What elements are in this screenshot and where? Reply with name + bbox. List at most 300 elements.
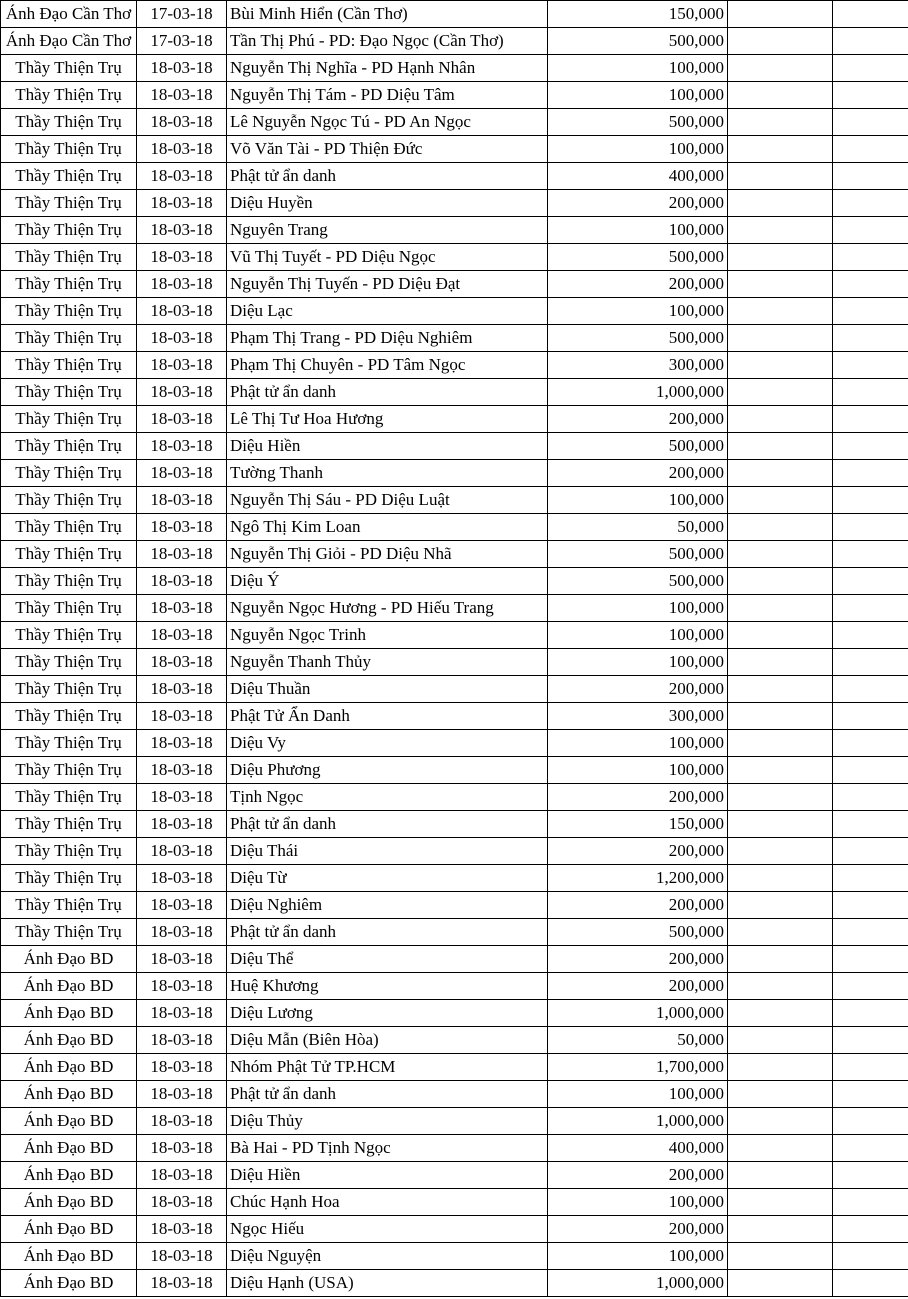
amount-cell[interactable]: 100,000	[548, 622, 728, 649]
donor-name-cell[interactable]: Diệu Thủy	[227, 1108, 548, 1135]
empty-cell[interactable]	[728, 433, 833, 460]
source-cell[interactable]: Thầy Thiện Trụ	[1, 649, 137, 676]
amount-cell[interactable]: 300,000	[548, 352, 728, 379]
date-cell[interactable]: 18-03-18	[137, 406, 227, 433]
date-cell[interactable]: 18-03-18	[137, 190, 227, 217]
date-cell[interactable]: 18-03-18	[137, 784, 227, 811]
amount-cell[interactable]: 50,000	[548, 1027, 728, 1054]
empty-cell[interactable]	[833, 1000, 908, 1027]
empty-cell[interactable]	[833, 109, 908, 136]
empty-cell[interactable]	[833, 379, 908, 406]
table-row	[1, 865, 908, 892]
date-cell[interactable]: 18-03-18	[137, 487, 227, 514]
empty-cell[interactable]	[728, 541, 833, 568]
source-cell[interactable]: Ánh Đạo BD	[1, 1081, 137, 1108]
empty-cell[interactable]	[728, 298, 833, 325]
empty-cell[interactable]	[833, 568, 908, 595]
source-cell[interactable]: Ánh Đạo BD	[1, 1135, 137, 1162]
source-cell[interactable]: Thầy Thiện Trụ	[1, 595, 137, 622]
empty-cell[interactable]	[833, 865, 908, 892]
donor-name-cell[interactable]: Tần Thị Phú - PD: Đạo Ngọc (Cần Thơ)	[227, 28, 548, 55]
amount-cell[interactable]: 500,000	[548, 919, 728, 946]
source-cell[interactable]: Ánh Đạo BD	[1, 1162, 137, 1189]
date-cell[interactable]: 18-03-18	[137, 1270, 227, 1297]
date-cell[interactable]: 18-03-18	[137, 541, 227, 568]
empty-cell[interactable]	[728, 379, 833, 406]
date-cell[interactable]: 18-03-18	[137, 244, 227, 271]
empty-cell[interactable]	[728, 1027, 833, 1054]
amount-cell[interactable]: 100,000	[548, 757, 728, 784]
source-cell[interactable]: Thầy Thiện Trụ	[1, 352, 137, 379]
empty-cell[interactable]	[833, 28, 908, 55]
donor-name-cell[interactable]: Phật tử ẩn danh	[227, 1081, 548, 1108]
date-cell[interactable]: 18-03-18	[137, 730, 227, 757]
source-cell[interactable]: Thầy Thiện Trụ	[1, 433, 137, 460]
donor-name-cell[interactable]: Diệu Thái	[227, 838, 548, 865]
source-cell[interactable]: Thầy Thiện Trụ	[1, 82, 137, 109]
source-cell[interactable]: Thầy Thiện Trụ	[1, 784, 137, 811]
donor-name-cell[interactable]: Phật tử ẩn danh	[227, 379, 548, 406]
amount-cell[interactable]: 100,000	[548, 1189, 728, 1216]
empty-cell[interactable]	[728, 244, 833, 271]
empty-cell[interactable]	[833, 1027, 908, 1054]
amount-cell[interactable]: 200,000	[548, 784, 728, 811]
table-row	[1, 595, 908, 622]
date-cell[interactable]: 18-03-18	[137, 811, 227, 838]
amount-cell[interactable]: 100,000	[548, 649, 728, 676]
source-cell[interactable]: Thầy Thiện Trụ	[1, 838, 137, 865]
empty-cell[interactable]	[728, 811, 833, 838]
empty-cell[interactable]	[833, 271, 908, 298]
source-cell[interactable]: Thầy Thiện Trụ	[1, 919, 137, 946]
donor-name-cell[interactable]: Phật tử ẩn danh	[227, 811, 548, 838]
amount-cell[interactable]: 200,000	[548, 973, 728, 1000]
amount-cell[interactable]: 1,000,000	[548, 1000, 728, 1027]
empty-cell[interactable]	[728, 55, 833, 82]
source-cell[interactable]: Thầy Thiện Trụ	[1, 136, 137, 163]
source-cell[interactable]: Thầy Thiện Trụ	[1, 676, 137, 703]
empty-cell[interactable]	[728, 1081, 833, 1108]
date-cell[interactable]: 18-03-18	[137, 217, 227, 244]
date-cell[interactable]: 18-03-18	[137, 973, 227, 1000]
empty-cell[interactable]	[728, 838, 833, 865]
empty-cell[interactable]	[833, 82, 908, 109]
date-cell[interactable]: 18-03-18	[137, 379, 227, 406]
source-cell[interactable]: Thầy Thiện Trụ	[1, 892, 137, 919]
source-cell[interactable]: Ánh Đạo BD	[1, 1243, 137, 1270]
donor-name-cell[interactable]: Diệu Lương	[227, 1000, 548, 1027]
empty-cell[interactable]	[728, 946, 833, 973]
empty-cell[interactable]	[728, 757, 833, 784]
table-row	[1, 190, 908, 217]
amount-cell[interactable]: 1,700,000	[548, 1054, 728, 1081]
empty-cell[interactable]	[728, 568, 833, 595]
table-row	[1, 1027, 908, 1054]
empty-cell[interactable]	[728, 1108, 833, 1135]
empty-cell[interactable]	[833, 1243, 908, 1270]
empty-cell[interactable]	[728, 1054, 833, 1081]
source-cell[interactable]: Thầy Thiện Trụ	[1, 460, 137, 487]
source-cell[interactable]: Thầy Thiện Trụ	[1, 757, 137, 784]
date-cell[interactable]: 18-03-18	[137, 1216, 227, 1243]
source-cell[interactable]: Thầy Thiện Trụ	[1, 190, 137, 217]
empty-cell[interactable]	[833, 55, 908, 82]
donor-name-cell[interactable]: Diệu Ý	[227, 568, 548, 595]
amount-cell[interactable]: 500,000	[548, 433, 728, 460]
empty-cell[interactable]	[728, 1243, 833, 1270]
empty-cell[interactable]	[833, 811, 908, 838]
empty-cell[interactable]	[833, 298, 908, 325]
empty-cell[interactable]	[728, 325, 833, 352]
donor-name-cell[interactable]: Phật tử ẩn danh	[227, 163, 548, 190]
amount-cell[interactable]: 100,000	[548, 55, 728, 82]
date-cell[interactable]: 18-03-18	[137, 325, 227, 352]
table-row	[1, 352, 908, 379]
source-cell[interactable]: Thầy Thiện Trụ	[1, 487, 137, 514]
empty-cell[interactable]	[728, 919, 833, 946]
donor-name-cell[interactable]: Nguyên Trang	[227, 217, 548, 244]
empty-cell[interactable]	[728, 136, 833, 163]
empty-cell[interactable]	[833, 325, 908, 352]
empty-cell[interactable]	[728, 1270, 833, 1297]
source-cell[interactable]: Thầy Thiện Trụ	[1, 406, 137, 433]
empty-cell[interactable]	[833, 136, 908, 163]
source-cell[interactable]: Thầy Thiện Trụ	[1, 109, 137, 136]
donor-name-cell[interactable]: Phạm Thị Trang - PD Diệu Nghiêm	[227, 325, 548, 352]
empty-cell[interactable]	[728, 730, 833, 757]
table-row	[1, 946, 908, 973]
donor-name-cell[interactable]: Ngọc Hiếu	[227, 1216, 548, 1243]
source-cell[interactable]: Thầy Thiện Trụ	[1, 325, 137, 352]
source-cell[interactable]: Thầy Thiện Trụ	[1, 541, 137, 568]
source-cell[interactable]: Thầy Thiện Trụ	[1, 379, 137, 406]
empty-cell[interactable]	[833, 352, 908, 379]
amount-cell[interactable]: 100,000	[548, 136, 728, 163]
amount-cell[interactable]: 1,000,000	[548, 1108, 728, 1135]
date-cell[interactable]: 18-03-18	[137, 946, 227, 973]
empty-cell[interactable]	[728, 865, 833, 892]
donor-name-cell[interactable]: Phật tử ẩn danh	[227, 919, 548, 946]
source-cell[interactable]: Thầy Thiện Trụ	[1, 271, 137, 298]
empty-cell[interactable]	[728, 352, 833, 379]
source-cell[interactable]: Ánh Đạo Cần Thơ	[1, 28, 137, 55]
empty-cell[interactable]	[728, 784, 833, 811]
donor-name-cell[interactable]: Nguyễn Thị Tuyến - PD Diệu Đạt	[227, 271, 548, 298]
amount-cell[interactable]: 500,000	[548, 541, 728, 568]
amount-cell[interactable]: 200,000	[548, 190, 728, 217]
donor-name-cell[interactable]: Vũ Thị Tuyết - PD Diệu Ngọc	[227, 244, 548, 271]
source-cell[interactable]: Thầy Thiện Trụ	[1, 55, 137, 82]
empty-cell[interactable]	[833, 190, 908, 217]
date-cell[interactable]: 18-03-18	[137, 757, 227, 784]
date-cell[interactable]: 18-03-18	[137, 1108, 227, 1135]
amount-cell[interactable]: 500,000	[548, 28, 728, 55]
amount-cell[interactable]: 1,200,000	[548, 865, 728, 892]
empty-cell[interactable]	[728, 649, 833, 676]
source-cell[interactable]: Ánh Đạo BD	[1, 1216, 137, 1243]
source-cell[interactable]: Ánh Đạo BD	[1, 1108, 137, 1135]
donor-name-cell[interactable]: Phật Tử Ẩn Danh	[227, 703, 548, 730]
date-cell[interactable]: 18-03-18	[137, 136, 227, 163]
empty-cell[interactable]	[833, 1108, 908, 1135]
donor-name-cell[interactable]: Diệu Nghiêm	[227, 892, 548, 919]
empty-cell[interactable]	[833, 676, 908, 703]
empty-cell[interactable]	[728, 892, 833, 919]
date-cell[interactable]: 18-03-18	[137, 865, 227, 892]
amount-cell[interactable]: 200,000	[548, 892, 728, 919]
empty-cell[interactable]	[728, 703, 833, 730]
source-cell[interactable]: Thầy Thiện Trụ	[1, 568, 137, 595]
amount-cell[interactable]: 200,000	[548, 676, 728, 703]
amount-cell[interactable]: 150,000	[548, 811, 728, 838]
donor-name-cell[interactable]: Diệu Thể	[227, 946, 548, 973]
date-cell[interactable]: 18-03-18	[137, 352, 227, 379]
date-cell[interactable]: 18-03-18	[137, 298, 227, 325]
empty-cell[interactable]	[833, 1216, 908, 1243]
empty-cell[interactable]	[728, 460, 833, 487]
source-cell[interactable]: Ánh Đạo BD	[1, 1000, 137, 1027]
donor-name-cell[interactable]: Diệu Nguyện	[227, 1243, 548, 1270]
amount-cell[interactable]: 100,000	[548, 82, 728, 109]
empty-cell[interactable]	[728, 406, 833, 433]
amount-cell[interactable]: 1,000,000	[548, 1270, 728, 1297]
amount-cell[interactable]: 200,000	[548, 1216, 728, 1243]
source-cell[interactable]: Thầy Thiện Trụ	[1, 730, 137, 757]
donor-name-cell[interactable]: Nguyễn Thị Nghĩa - PD Hạnh Nhân	[227, 55, 548, 82]
date-cell[interactable]: 18-03-18	[137, 1081, 227, 1108]
amount-cell[interactable]: 200,000	[548, 1162, 728, 1189]
empty-cell[interactable]	[728, 109, 833, 136]
amount-cell[interactable]: 400,000	[548, 163, 728, 190]
amount-cell[interactable]: 200,000	[548, 406, 728, 433]
date-cell[interactable]: 18-03-18	[137, 514, 227, 541]
empty-cell[interactable]	[833, 595, 908, 622]
amount-cell[interactable]: 1,000,000	[548, 379, 728, 406]
amount-cell[interactable]: 500,000	[548, 109, 728, 136]
date-cell[interactable]: 18-03-18	[137, 595, 227, 622]
empty-cell[interactable]	[728, 973, 833, 1000]
donor-name-cell[interactable]: Ngô Thị Kim Loan	[227, 514, 548, 541]
date-cell[interactable]: 18-03-18	[137, 1027, 227, 1054]
source-cell[interactable]: Thầy Thiện Trụ	[1, 244, 137, 271]
empty-cell[interactable]	[833, 757, 908, 784]
source-cell[interactable]: Ánh Đạo Cần Thơ	[1, 1, 137, 28]
empty-cell[interactable]	[833, 1135, 908, 1162]
empty-cell[interactable]	[728, 82, 833, 109]
date-cell[interactable]: 18-03-18	[137, 1243, 227, 1270]
date-cell[interactable]: 18-03-18	[137, 568, 227, 595]
source-cell[interactable]: Ánh Đạo BD	[1, 1189, 137, 1216]
empty-cell[interactable]	[833, 541, 908, 568]
amount-cell[interactable]: 100,000	[548, 217, 728, 244]
donor-name-cell[interactable]: Diệu Hiền	[227, 433, 548, 460]
donor-name-cell[interactable]: Tịnh Ngọc	[227, 784, 548, 811]
amount-cell[interactable]: 100,000	[548, 1081, 728, 1108]
source-cell[interactable]: Ánh Đạo BD	[1, 1054, 137, 1081]
amount-cell[interactable]: 200,000	[548, 838, 728, 865]
donor-name-cell[interactable]: Nguyễn Ngọc Trinh	[227, 622, 548, 649]
amount-cell[interactable]: 200,000	[548, 460, 728, 487]
empty-cell[interactable]	[728, 163, 833, 190]
empty-cell[interactable]	[833, 1162, 908, 1189]
date-cell[interactable]: 18-03-18	[137, 1162, 227, 1189]
empty-cell[interactable]	[728, 1189, 833, 1216]
empty-cell[interactable]	[833, 460, 908, 487]
donor-name-cell[interactable]: Lê Thị Tư Hoa Hương	[227, 406, 548, 433]
date-cell[interactable]: 17-03-18	[137, 1, 227, 28]
empty-cell[interactable]	[833, 406, 908, 433]
date-cell[interactable]: 18-03-18	[137, 1189, 227, 1216]
date-cell[interactable]: 18-03-18	[137, 433, 227, 460]
empty-cell[interactable]	[833, 163, 908, 190]
empty-cell[interactable]	[833, 622, 908, 649]
date-cell[interactable]: 17-03-18	[137, 28, 227, 55]
empty-cell[interactable]	[728, 676, 833, 703]
source-cell[interactable]: Thầy Thiện Trụ	[1, 163, 137, 190]
table-row	[1, 622, 908, 649]
empty-cell[interactable]	[833, 946, 908, 973]
empty-cell[interactable]	[833, 487, 908, 514]
donor-name-cell[interactable]: Tường Thanh	[227, 460, 548, 487]
donor-name-cell[interactable]: Diệu Phương	[227, 757, 548, 784]
date-cell[interactable]: 18-03-18	[137, 622, 227, 649]
donor-name-cell[interactable]: Diệu Huyền	[227, 190, 548, 217]
date-cell[interactable]: 18-03-18	[137, 271, 227, 298]
empty-cell[interactable]	[833, 1, 908, 28]
donor-name-cell[interactable]: Nguyễn Thanh Thủy	[227, 649, 548, 676]
empty-cell[interactable]	[833, 244, 908, 271]
amount-cell[interactable]: 500,000	[548, 568, 728, 595]
empty-cell[interactable]	[833, 433, 908, 460]
table-row	[1, 541, 908, 568]
donor-name-cell[interactable]: Lê Nguyễn Ngọc Tú - PD An Ngọc	[227, 109, 548, 136]
amount-cell[interactable]: 100,000	[548, 487, 728, 514]
donor-name-cell[interactable]: Nguyễn Thị Sáu - PD Diệu Luật	[227, 487, 548, 514]
date-cell[interactable]: 18-03-18	[137, 892, 227, 919]
donor-name-cell[interactable]: Võ Văn Tài - PD Thiện Đức	[227, 136, 548, 163]
amount-cell[interactable]: 200,000	[548, 271, 728, 298]
empty-cell[interactable]	[833, 892, 908, 919]
table-row	[1, 1135, 908, 1162]
source-cell[interactable]: Ánh Đạo BD	[1, 1270, 137, 1297]
empty-cell[interactable]	[728, 1000, 833, 1027]
donor-name-cell[interactable]: Diệu Mẫn (Biên Hòa)	[227, 1027, 548, 1054]
empty-cell[interactable]	[728, 514, 833, 541]
table-row	[1, 1054, 908, 1081]
source-cell[interactable]: Thầy Thiện Trụ	[1, 622, 137, 649]
empty-cell[interactable]	[728, 487, 833, 514]
source-cell[interactable]: Thầy Thiện Trụ	[1, 217, 137, 244]
date-cell[interactable]: 18-03-18	[137, 838, 227, 865]
empty-cell[interactable]	[728, 1162, 833, 1189]
empty-cell[interactable]	[728, 622, 833, 649]
source-cell[interactable]: Thầy Thiện Trụ	[1, 811, 137, 838]
donor-name-cell[interactable]: Nguyễn Ngọc Hương - PD Hiếu Trang	[227, 595, 548, 622]
empty-cell[interactable]	[833, 973, 908, 1000]
empty-cell[interactable]	[728, 217, 833, 244]
empty-cell[interactable]	[833, 919, 908, 946]
empty-cell[interactable]	[728, 1135, 833, 1162]
donor-name-cell[interactable]: Chúc Hạnh Hoa	[227, 1189, 548, 1216]
date-cell[interactable]: 18-03-18	[137, 109, 227, 136]
donor-name-cell[interactable]: Bùi Minh Hiển (Cần Thơ)	[227, 1, 548, 28]
donor-name-cell[interactable]: Huệ Khương	[227, 973, 548, 1000]
amount-cell[interactable]: 500,000	[548, 244, 728, 271]
table-row	[1, 811, 908, 838]
date-cell[interactable]: 18-03-18	[137, 55, 227, 82]
amount-cell[interactable]: 400,000	[548, 1135, 728, 1162]
empty-cell[interactable]	[833, 1054, 908, 1081]
empty-cell[interactable]	[833, 217, 908, 244]
donor-name-cell[interactable]: Bà Hai - PD Tịnh Ngọc	[227, 1135, 548, 1162]
source-cell[interactable]: Ánh Đạo BD	[1, 1027, 137, 1054]
empty-cell[interactable]	[833, 649, 908, 676]
date-cell[interactable]: 18-03-18	[137, 919, 227, 946]
date-cell[interactable]: 18-03-18	[137, 649, 227, 676]
donor-name-cell[interactable]: Diệu Hạnh (USA)	[227, 1270, 548, 1297]
source-cell[interactable]: Ánh Đạo BD	[1, 946, 137, 973]
empty-cell[interactable]	[833, 1081, 908, 1108]
amount-cell[interactable]: 200,000	[548, 946, 728, 973]
empty-cell[interactable]	[728, 1, 833, 28]
donor-name-cell[interactable]: Phạm Thị Chuyên - PD Tâm Ngọc	[227, 352, 548, 379]
date-cell[interactable]: 18-03-18	[137, 676, 227, 703]
date-cell[interactable]: 18-03-18	[137, 703, 227, 730]
amount-cell[interactable]: 300,000	[548, 703, 728, 730]
empty-cell[interactable]	[833, 1270, 908, 1297]
source-cell[interactable]: Thầy Thiện Trụ	[1, 298, 137, 325]
source-cell[interactable]: Ánh Đạo BD	[1, 973, 137, 1000]
donor-name-cell[interactable]: Diệu Hiền	[227, 1162, 548, 1189]
empty-cell[interactable]	[833, 838, 908, 865]
source-cell[interactable]: Thầy Thiện Trụ	[1, 703, 137, 730]
date-cell[interactable]: 18-03-18	[137, 82, 227, 109]
amount-cell[interactable]: 500,000	[548, 325, 728, 352]
date-cell[interactable]: 18-03-18	[137, 1054, 227, 1081]
table-row	[1, 136, 908, 163]
empty-cell[interactable]	[833, 703, 908, 730]
amount-cell[interactable]: 100,000	[548, 730, 728, 757]
amount-cell[interactable]: 100,000	[548, 595, 728, 622]
empty-cell[interactable]	[728, 1216, 833, 1243]
amount-cell[interactable]: 150,000	[548, 1, 728, 28]
amount-cell[interactable]: 100,000	[548, 1243, 728, 1270]
amount-cell[interactable]: 100,000	[548, 298, 728, 325]
donor-name-cell[interactable]: Nguyễn Thị Tám - PD Diệu Tâm	[227, 82, 548, 109]
date-cell[interactable]: 18-03-18	[137, 460, 227, 487]
date-cell[interactable]: 18-03-18	[137, 163, 227, 190]
amount-cell[interactable]: 50,000	[548, 514, 728, 541]
empty-cell[interactable]	[728, 595, 833, 622]
donor-name-cell[interactable]: Diệu Lạc	[227, 298, 548, 325]
source-cell[interactable]: Thầy Thiện Trụ	[1, 514, 137, 541]
date-cell[interactable]: 18-03-18	[137, 1135, 227, 1162]
donor-name-cell[interactable]: Nhóm Phật Tử TP.HCM	[227, 1054, 548, 1081]
empty-cell[interactable]	[728, 271, 833, 298]
empty-cell[interactable]	[728, 28, 833, 55]
donor-name-cell[interactable]: Diệu Thuần	[227, 676, 548, 703]
empty-cell[interactable]	[728, 190, 833, 217]
donor-name-cell[interactable]: Diệu Vy	[227, 730, 548, 757]
empty-cell[interactable]	[833, 514, 908, 541]
date-cell[interactable]: 18-03-18	[137, 1000, 227, 1027]
empty-cell[interactable]	[833, 1189, 908, 1216]
donor-name-cell[interactable]: Nguyễn Thị Giỏi - PD Diệu Nhã	[227, 541, 548, 568]
donor-name-cell[interactable]: Diệu Từ	[227, 865, 548, 892]
source-cell[interactable]: Thầy Thiện Trụ	[1, 865, 137, 892]
empty-cell[interactable]	[833, 784, 908, 811]
empty-cell[interactable]	[833, 730, 908, 757]
